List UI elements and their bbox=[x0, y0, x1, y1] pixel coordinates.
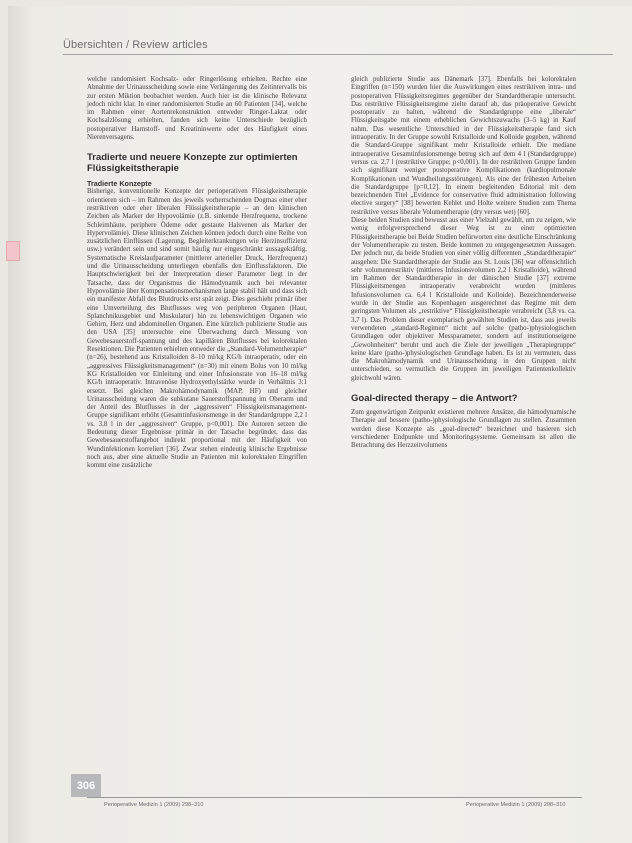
footer-journal-right: Perioperative Medizin 1 (2009) 298–310 bbox=[466, 802, 566, 808]
journal-page bbox=[8, 6, 632, 843]
page-number-badge: 306 bbox=[71, 774, 101, 797]
header-divider bbox=[63, 54, 613, 55]
body-paragraph: Bisherige, konventionelle Konzepte der perioperativen Flüssigkeitstherapie orientieren sich – im Rahmen des jeweils vorherrschenden Dogmas einer eher restriktiven oder eher liberalen Flüssigkeitstherapie – an den klinischen Zeichen als Marker der Hypovolämie (z.B. sinkende Herzfrequenz, trockene Schleimhäute, periphere Ödeme oder gestaute Halsvenen als Marker der Hypervolämie). Diese klinischen Zeichen können jedoch durch eine Reihe von zusätzlichen Einflüssen (Lagerung, Begleiterkrankungen wie Herzinsuffizienz usw.) verändert sein und sind somit häufig nur eingeschränkt aussagekräftig. Systematische Kreislaufparameter (mittlerer arterieller Druck, Herzfrequenz) und die Urinausscheidung unterliegen ebenfalls den Einflussfaktoren. Die Hauptschwierigkeit bei der Interpretation dieser Parameter liegt in der Tatsache, dass der Organismus die Hämodynamik auch bei relevanter Hypovolämie über Kompensationsmechanismen lange stabil hält und dass sich ein manifester Abfall des Blutdrucks erst spät zeigt. Dies geschieht primär über eine Umverteilung des Blutflusses weg von peripheren Organen (Haut, Splanchnikusgebiet und Muskulatur) hin zu lebenswichtigen Organen wie Gehirn, Herz und abdominellen Organen. Eine kürzlich publizierte Studie aus den USA [35] untersuchte eine Überwachung durch Messung von Gewebesauerstoff-spannung und des kapillären Blutflusses bei kolorektalen Resektionen. Die Patienten erhielten entweder die „Standard-Volumentherapie“ (n=26), bestehend aus Kristalloiden 8–10 ml/kg KG/h intraoperativ, oder ein „aggressives Flüssigkeitsmanagement“ (n=30) mit einem Bolus von 10 ml/kg KG Kristalloiden vor Einleitung und einer Infusionsrate von 16–18 ml/kg KG/h intraoperativ. Intravenöse Hydroxyethylstärke wurde in Verhältnis 3:1 ersetzt. Bei gleichen Makrohämodynamik (MAP, HF) und gleicher Urinausscheidung waren die subkutane Sauerstoffspannung im Oberarm und der Anteil des Blutflusses in der „aggressiven“ Flüssigkeitsmanagement-Gruppe signifikant erhöht (Gesamtinfusionsmenge in der Standardgruppe 2,2 l vs. 3,8 l in der „aggressiven“ Gruppe, p<0,001). Die Autoren setzen die Bedeutung dieser Ergebnisse primär in der Tatsache begründet, dass das Gewebesauerstoffangebot indirekt proportional mit der Häufigkeit von Wundinfektionen korreliert [36]. Zwar stehen eindeutig klinische Ergebnisse noch aus, aber eine aktuelle Studie an Patienten mit kolorektalen Eingriffen kommt eine zusätzliche bbox=[87, 188, 307, 470]
right-paragraph-3: Zum gegenwärtigen Zeitpunkt existieren mehrere Ansätze, die hämodynamische Therapie auf bessere (patho-)physiologische Grundlagen zu stellen. Zusammen werden diese Konzepte als „goal-directed“ bezeichnet und basieren sich verschiedener Endpunkte und Monitoringsysteme. Gemeinsam ist allen die Betrachtung des Herzzeitvolumens bbox=[351, 408, 576, 450]
footer-divider bbox=[87, 797, 582, 798]
right-column bbox=[351, 76, 576, 450]
running-header: Übersichten / Review articles bbox=[63, 39, 208, 51]
footer-journal-left: Perioperative Medizin 1 (2009) 298–310 bbox=[104, 802, 204, 808]
intro-paragraph: welche randomisiert Kochsalz- oder Ringerlösung erhielten. Rechte eine Abnahme der Urinausscheidung sowie eine Verlängerung des Zeitintervalls bis zur ersten Miktion beobachtet werden. Auch hier ist die klinische Relevanz jedoch nicht klar. In einer randomisierten Studie an 60 Patienten [34], welche im Rahmen einer Aortenrekonstruktion entweder Ringer-Laktat oder Kochsalzlösung erhielten, fanden sich keine Unterschiede bezüglich postoperativer Harnstoff- und Kreatininwerte oder des Häufigkeit eines Nierenversagens. bbox=[87, 76, 307, 142]
right-paragraph-2: Diese beiden Studien sind bewusst aus einer Vielzahl gewählt, um zu zeigen, wie wenig erfolgversprechend dieser Weg ist zu einer optimierten Flüssigkeitstherapie bei Beide Studien befürworten eine deutliche Einschränkung der Volumentherapie zu testen. Beide kommen zu entgegengesetzten Aussagen. Der jedoch nur, da beide Studien von einer völlig differenten „Standardtherapie“ ausgehen: Die Standardtherapie der Studie aus St. Louis [36] war offensichtlich sehr volumenrestriktiv (mittleres Infusionsvolumen 2,2 l Kristalloide), während im Rahmen der Standardtherapie in der dänischen Studie [37] extreme Flüssigkeitsmengen intraoperativ verabreicht wurden (mittleres Infusionsvolumen ca. 6,4 l Kristalloide und Kolloide). Bezeichnenderweise wurde in der Studie aus Kopenhagen ausgerechnet das Regime mit dem geringsten Volumen als „restriktive“ Flüssigkeitstherapie verabreicht (3,8 vs. ca. 3,7 l). Das Problem dieser exemplarisch gewählten Studien ist, dass aus jeweils verwendeten „standard-Regimen“ nicht auf solche (patho-)physiologischen Grundlagen oder objektiver Messparameter, sondern auf institutionseigene „Gewohnheiten“ beruht und auch die Ziele der jeweiligen „Therapiegruppe“ keine klare (patho-)physiologischen Grundlage haben. Es ist zu vermuten, dass die Makrohämodynamik und Urinausscheidung in den Gruppen nicht unterschieden, so vermutlich die Gruppen im jeweiligen Patientenkollektiv gleichwohl wären. bbox=[351, 217, 576, 382]
section-title-concepts: Tradierte und neuere Konzepte zur optimierten Flüssigkeitstherapie bbox=[87, 152, 298, 175]
section-title-goal-directed: Goal-directed therapy – die Antwort? bbox=[351, 392, 518, 404]
subsection-title-traditional: Tradierte Konzepte bbox=[87, 179, 152, 189]
right-paragraph-1: gleich publizierte Studie aus Dänemark [37]. Ebenfalls bei kolorektalen Eingriffen (n=150) wurden hier die Auswirkungen eines restriktiven intra- und postoperativen Flüssigkeitsregimes gegenüber der Standardtherapie untersucht. Das restriktive Flüssigkeitsregime zielte darauf ab, das präoperative Gewicht postoperativ zu halten, während die Standardgruppe eine „liberale“ Flüssigkeitsgabe mit einem erheblichen Gewichtszuwachs (3–5 kg) in Kauf nahm. Das wesentliche Unterschied in der Flüssigkeitstherapie fand sich intraoperativ. In der Gruppe sowohl Kristalloide und Kolloide gegeben, während die Standard-Gruppe signifikant mehr Kristalloide erhielt. Die mediane intraoperative Gesamtinfusionsmenge betrug sich auf dem 4 l (Standardgruppe) versus ca. 2,7 l (restriktive Gruppe; p<0,001). In der restriktiven Gruppe fanden sich signifikant weniger postoperative Komplikationen (kardiopulmonale Komplikationen und Wundheilungsstörungen). Als eine der frühesten Arbeiten die Standardgruppe [p=0,12]. In einem begleitenden Editorial mit dem bezeichnenden Titel „Evidence for conservative fluid administration following elective surgery“ [38] bewerten Kehlet und Holte weitere Studien zum Thema restriktive versus liberale Volumentherapie (dry versus wet) [60]. bbox=[351, 76, 576, 216]
left-column bbox=[87, 76, 307, 470]
pink-sticky-tab bbox=[6, 241, 20, 261]
